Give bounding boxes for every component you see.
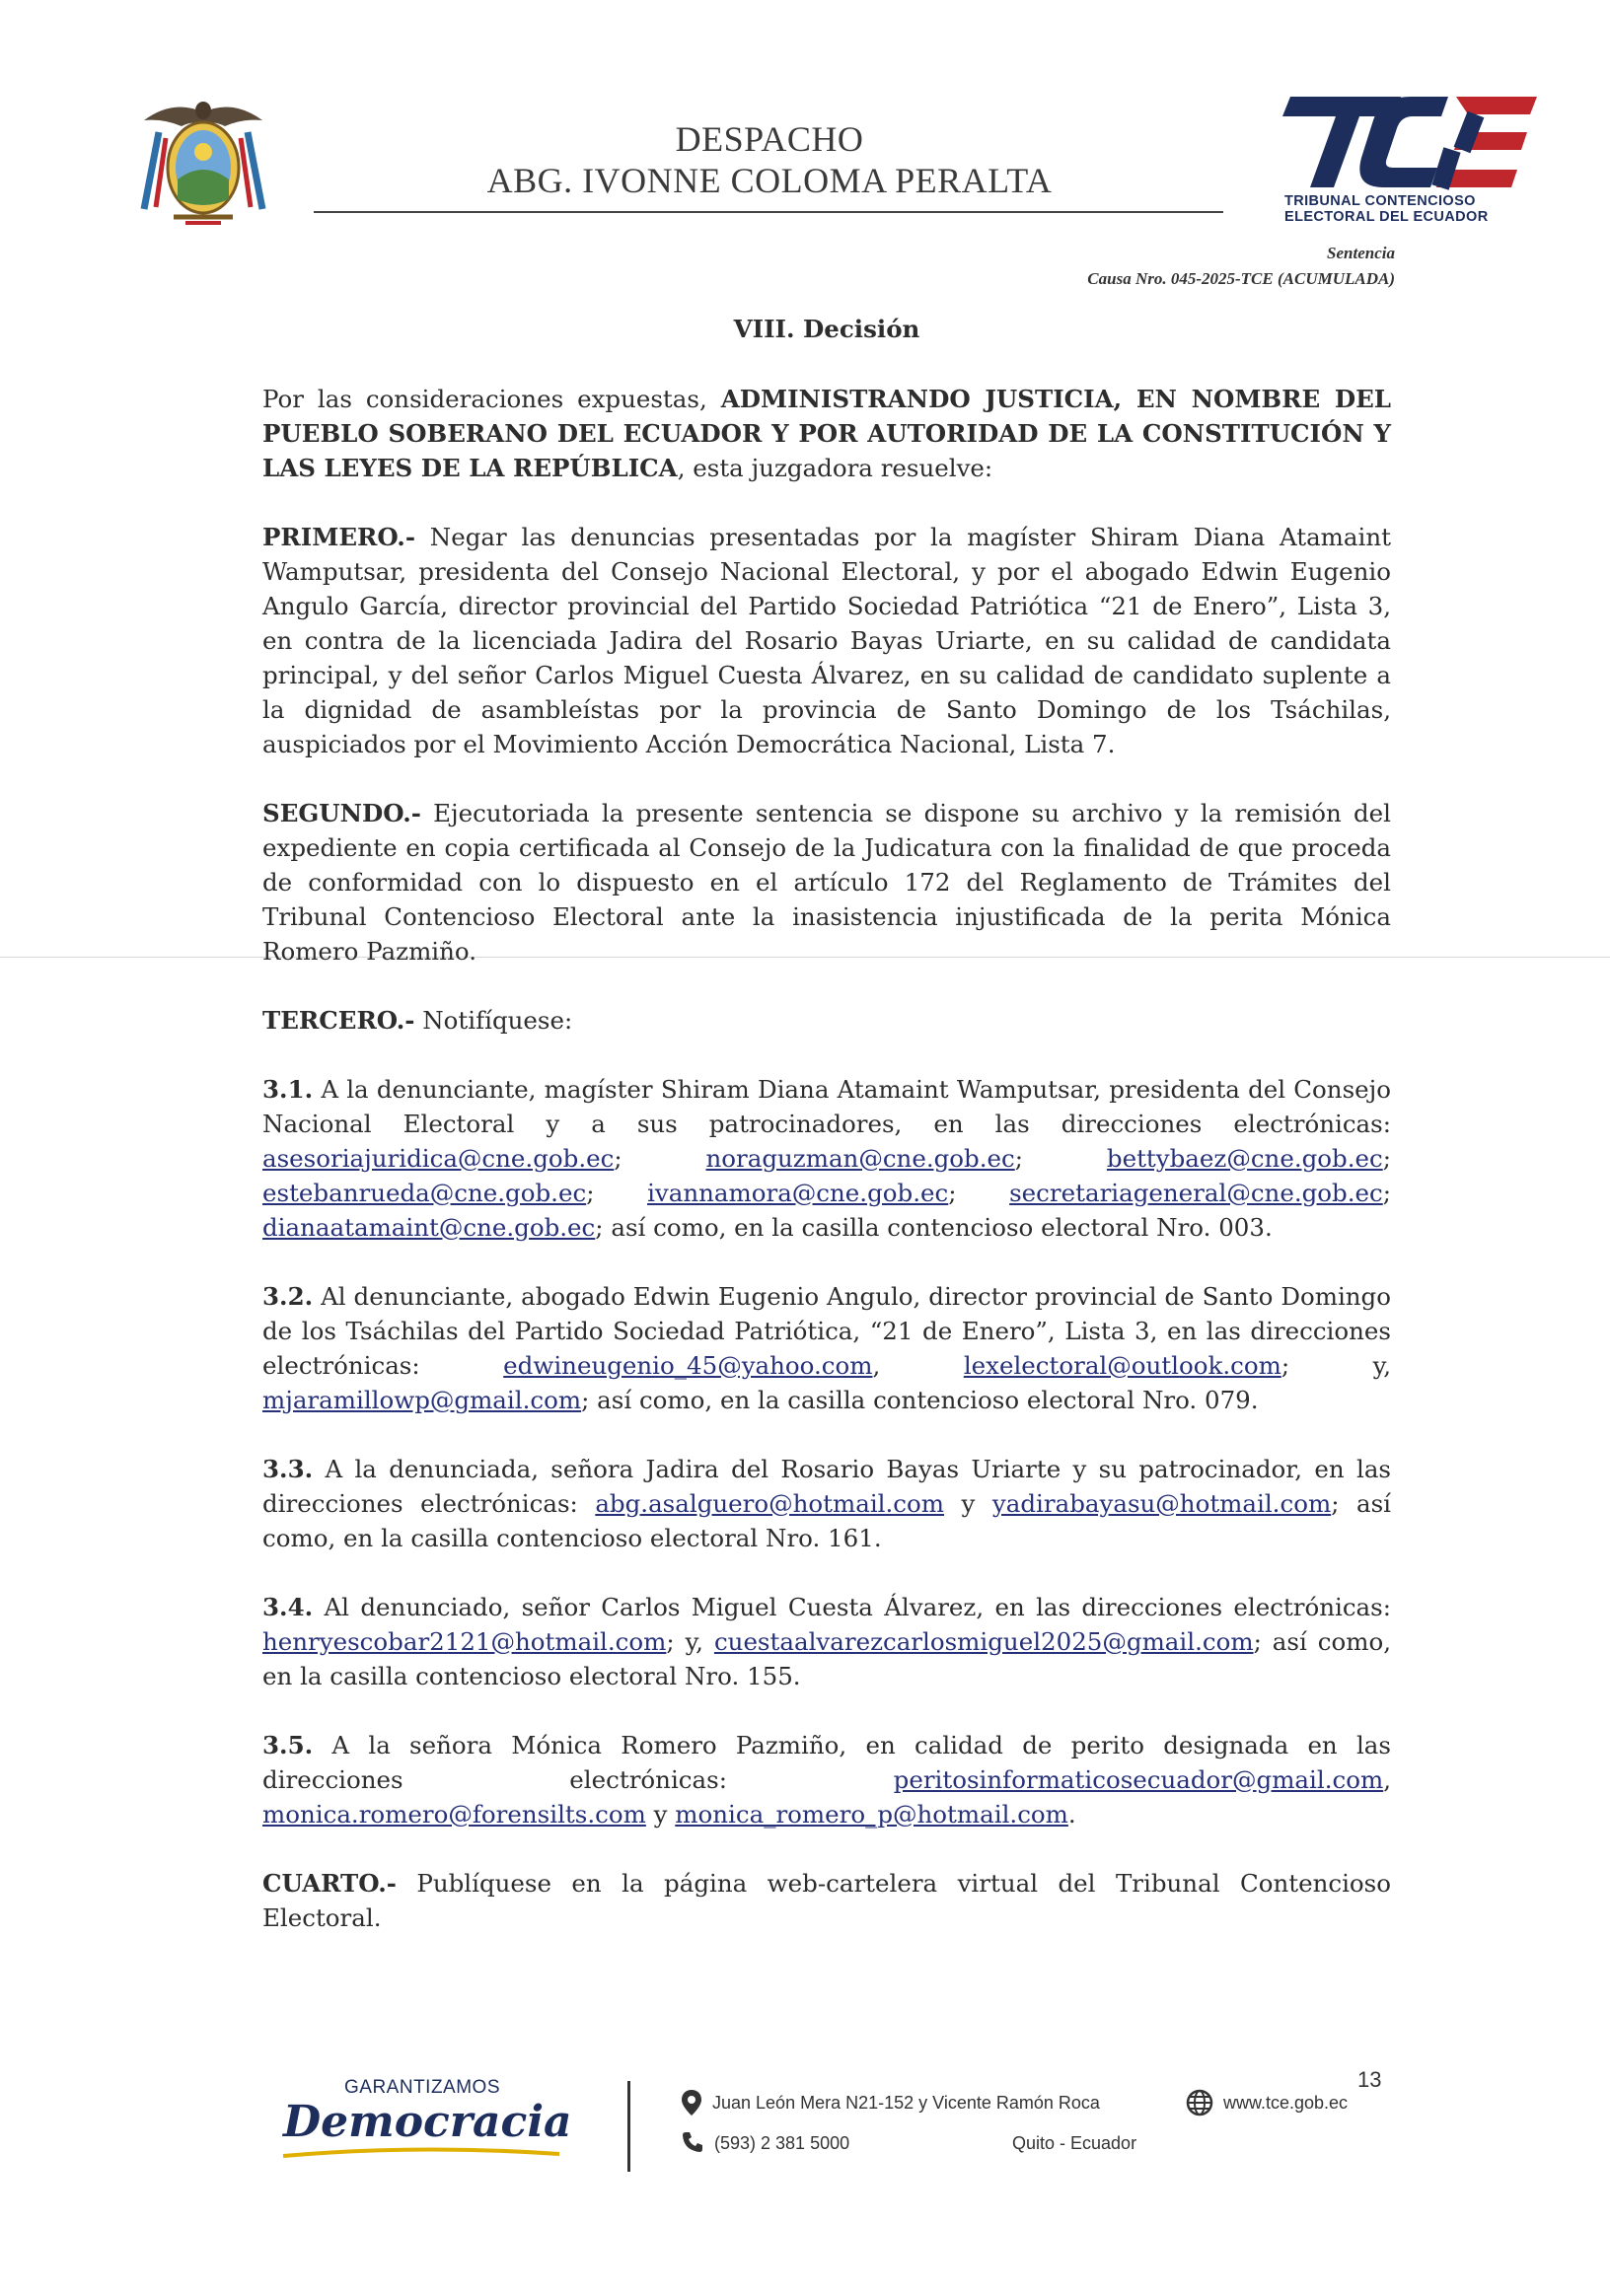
email-link[interactable]: monica.romero@forensilts.com (262, 1800, 646, 1829)
section-title: VIII. Decisión (733, 315, 920, 343)
swoosh-icon (279, 2146, 565, 2160)
segundo-paragraph: SEGUNDO.- Ejecutoriada la presente sentencia se dispone su archivo y la remisión del expediente en copia certificada al Consejo de la Judicatura con la finalidad de que proceda de conformidad con lo dispuesto en el artículo 172 del Reglamento de Trámites del Tribunal Contencioso Electoral ante la inasistencia injustificada de la perita Mónica Romero Pazmiño. (262, 799, 1391, 966)
office-line-2: ABG. IVONNE COLOMA PERALTA (486, 161, 1053, 200)
tce-subtitle: TRIBUNAL CONTENCIOSO ELECTORAL DEL ECUADOR (1284, 193, 1489, 225)
footer-city: Quito - Ecuador (1012, 2133, 1137, 2153)
tce-logo-icon (1282, 89, 1539, 193)
header-rule (314, 211, 1223, 213)
coat-of-arms-icon (134, 91, 272, 234)
email-link[interactable]: edwineugenio_45@yahoo.com (503, 1351, 873, 1380)
notification-3-5: 3.5. A la señora Mónica Romero Pazmiño, en calidad de perito designada en las direcciones electrónicas: peritosinformaticosecuador@gmail.com, monica.romero@forensilts.com y monica_romero_p@hotmail.com. (262, 1731, 1391, 1829)
email-link[interactable]: monica_romero_p@hotmail.com (675, 1800, 1068, 1829)
email-link[interactable]: henryescobar2121@hotmail.com (262, 1627, 667, 1656)
email-link[interactable]: asesoriajuridica@cne.gob.ec (262, 1144, 615, 1173)
tercero-paragraph: TERCERO.- Notifíquese: (262, 1006, 573, 1035)
footer-address: Juan León Mera N21-152 y Vicente Ramón Roca (712, 2093, 1100, 2113)
footer-divider (627, 2081, 630, 2172)
notification-3-4: 3.4. Al denunciado, señor Carlos Miguel Cuesta Álvarez, en las direcciones electrónicas: henryescobar2121@hotmail.com; y, cuestaalvarezcarlosmiguel2025@gmail.com; así como, en la casilla contencioso electoral Nro. 155. (262, 1593, 1391, 1690)
location-pin-icon (681, 2089, 702, 2117)
primero-paragraph: PRIMERO.- Negar las denuncias presentadas por la magíster Shiram Diana Atamaint Wamputsar, presidenta del Consejo Nacional Electoral, y por el abogado Edwin Eugenio Angulo García, director provincial del Partido Sociedad Patriótica “21 de Enero”, Lista 3, en contra de la licenciada Jadira del Rosario Bayas Uriarte, en su calidad de candidata principal, y del señor Carlos Miguel Cuesta Álvarez, en su calidad de candidato suplente a la dignidad de asambleístas por la provincia de Santo Domingo de los Tsáchilas, auspiciados por el Movimiento Acción Democrática Nacional, Lista 7. (262, 523, 1391, 758)
email-link[interactable]: peritosinformaticosecuador@gmail.com (893, 1765, 1384, 1794)
email-link[interactable]: secretariageneral@cne.gob.ec (1009, 1179, 1383, 1207)
email-link[interactable]: estebanrueda@cne.gob.ec (262, 1179, 587, 1207)
email-link[interactable]: abg.asalguero@hotmail.com (595, 1489, 944, 1518)
email-link[interactable]: cuestaalvarezcarlosmiguel2025@gmail.com (713, 1627, 1254, 1656)
decision-body (262, 312, 1391, 1970)
cuarto-paragraph: CUARTO.- Publíquese en la página web-cartelera virtual del Tribunal Contencioso Electoral. (262, 1869, 1391, 1932)
notification-3-1: 3.1. A la denunciante, magíster Shiram Diana Atamaint Wamputsar, presidenta del Consejo Nacional Electoral y a sus patrocinadores, en las direcciones electrónicas: asesoriajuridica@cne.gob.ec; noraguzman@cne.gob.ec; bettybaez@cne.gob.ec; estebanrueda@cne.gob.ec; ivannamora@cne.gob.ec; secretariageneral@cne.gob.ec; dianaatamaint@cne.gob.ec; así como, en la casilla contencioso electoral Nro. 003. (262, 1075, 1392, 1242)
footer-phone: (593) 2 381 5000 (714, 2133, 850, 2153)
case-reference (1087, 241, 1395, 292)
email-link[interactable]: ivannamora@cne.gob.ec (647, 1179, 949, 1207)
notification-3-3: 3.3. A la denunciada, señora Jadira del Rosario Bayas Uriarte y su patrocinador, en las direcciones electrónicas: abg.asalguero@hotmail.com y yadirabayasu@hotmail.com; así como, en la casilla contencioso electoral Nro. 161. (262, 1455, 1391, 1552)
page-number: 13 (1357, 2067, 1382, 2092)
case-number: Causa Nro. 045-2025-TCE (ACUMULADA) (1087, 269, 1395, 288)
email-link[interactable]: bettybaez@cne.gob.ec (1106, 1144, 1383, 1173)
garantizamos-democracia-logo: GARANTIZAMOS Democracia (279, 2077, 565, 2166)
email-link[interactable]: noraguzman@cne.gob.ec (705, 1144, 1015, 1173)
email-link[interactable]: mjaramillowp@gmail.com (262, 1386, 582, 1414)
email-link[interactable]: yadirabayasu@hotmail.com (991, 1489, 1332, 1518)
notification-3-2: 3.2. Al denunciante, abogado Edwin Eugenio Angulo, director provincial de Santo Domingo de los Tsáchilas del Partido Sociedad Patriótica, “21 de Enero”, Lista 3, en las direcciones electrónicas: edwineugenio_45@yahoo.com, lexelectoral@outlook.com; y, mjaramillowp@gmail.com; así como, en la casilla contencioso electoral Nro. 079. (262, 1282, 1391, 1414)
email-link[interactable]: lexelectoral@outlook.com (963, 1351, 1281, 1380)
phone-icon (681, 2130, 704, 2154)
footer-website[interactable]: www.tce.gob.ec (1223, 2093, 1349, 2113)
intro-paragraph: Por las consideraciones expuestas, ADMINISTRANDO JUSTICIA, EN NOMBRE DEL PUEBLO SOBERANO DEL ECUADOR Y POR AUTORIDAD DE LA CONSTITUCIÓN Y LAS LEYES DE LA REPÚBLICA, esta juzgadora resuelve: (262, 385, 1391, 482)
office-heading (316, 118, 1223, 201)
email-link[interactable]: dianaatamaint@cne.gob.ec (262, 1213, 596, 1242)
globe-icon (1186, 2089, 1213, 2117)
document-type: Sentencia (1327, 244, 1395, 262)
office-line-1: DESPACHO (675, 119, 864, 159)
